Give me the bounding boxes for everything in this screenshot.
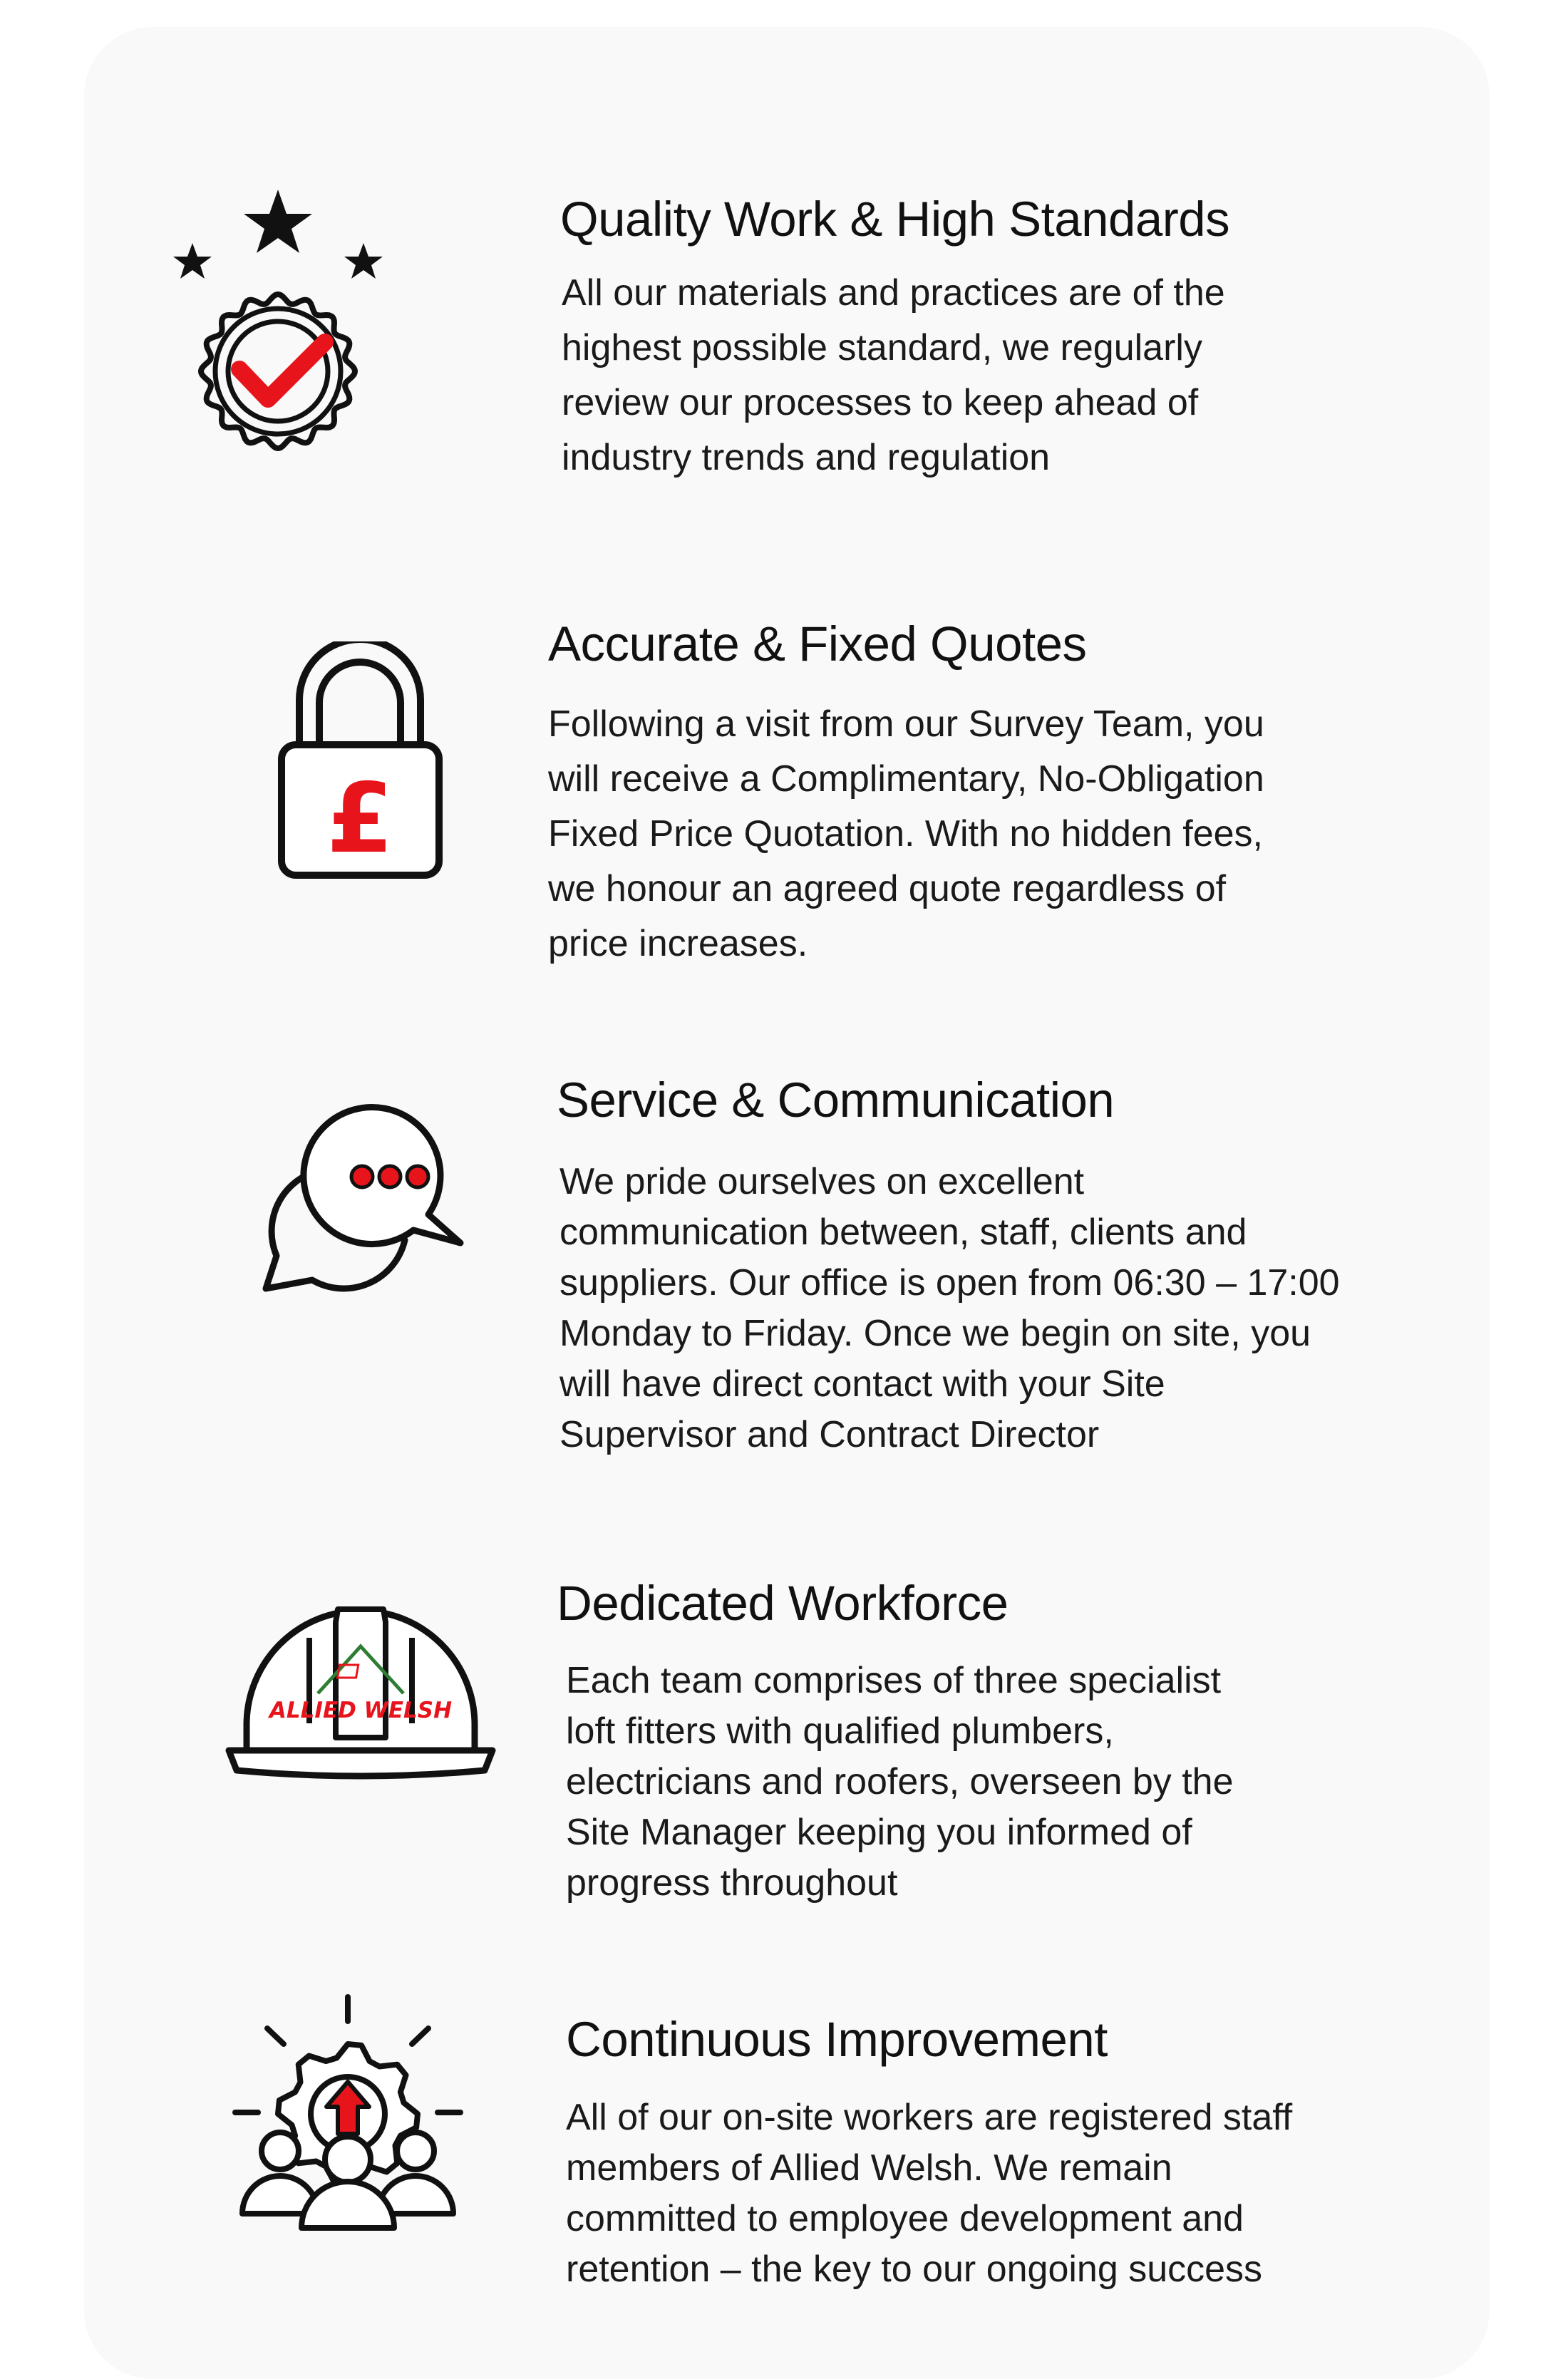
helmet-logo-text: ALLIED WELSH [269, 1698, 453, 1723]
padlock-pound-icon [277, 641, 444, 880]
feature-description [548, 697, 1264, 971]
feature-title: Continuous Improvement [566, 2012, 1108, 2067]
description-line: Fixed Price Quotation. With no hidden fees, [548, 813, 1263, 855]
description-line: price increases. [548, 923, 808, 964]
feature-description [559, 1157, 1340, 1460]
feature-title: Service & Communication [557, 1073, 1115, 1127]
description-line: will have direct contact with your Site [559, 1363, 1165, 1405]
description-line: All our materials and practices are of the [562, 272, 1225, 314]
description-line: committed to employee development and [566, 2198, 1244, 2239]
feature-description [566, 1656, 1234, 1909]
description-line: progress throughout [566, 1862, 898, 1904]
feature-title: Quality Work & High Standards [560, 192, 1230, 247]
description-line: All of our on-site workers are registered staff [566, 2097, 1293, 2138]
description-line: electricians and roofers, overseen by the [566, 1761, 1234, 1802]
description-line: communication between, staff, clients and [559, 1212, 1247, 1253]
feature-description [562, 266, 1225, 485]
description-line: We pride ourselves on excellent [559, 1161, 1085, 1202]
description-line: review our processes to keep ahead of [562, 382, 1199, 423]
feature-description [566, 2092, 1292, 2295]
description-line: loft fitters with qualified plumbers, [566, 1710, 1114, 1752]
description-line: Each team comprises of three specialist [566, 1660, 1222, 1701]
description-line: will receive a Complimentary, No-Obligation [548, 758, 1264, 800]
feature-title: Accurate & Fixed Quotes [548, 616, 1087, 671]
description-line: suppliers. Our office is open from 06:30 – 17:00 [559, 1262, 1340, 1304]
description-line: industry trends and regulation [562, 437, 1051, 478]
feature-title: Dedicated Workforce [557, 1576, 1009, 1631]
description-line: Site Manager keeping you informed of [566, 1812, 1192, 1853]
description-line: we honour an agreed quote regardless of [548, 868, 1227, 909]
description-line: Monday to Friday. Once we begin on site, you [559, 1313, 1311, 1354]
hard-hat-icon [225, 1595, 496, 1795]
description-line: highest possible standard, we regularly [562, 327, 1202, 368]
pound-symbol: £ [326, 763, 393, 874]
features-card [84, 27, 1490, 2379]
description-line: Supervisor and Contract Director [559, 1414, 1100, 1455]
chat-bubbles-icon [255, 1103, 469, 1317]
description-line: retention – the key to our ongoing success [566, 2249, 1263, 2290]
team-gear-improvement-icon [227, 1993, 469, 2235]
badge-check-stars-icon [164, 161, 392, 453]
description-line: Following a visit from our Survey Team, you [548, 703, 1264, 745]
description-line: members of Allied Welsh. We remain [566, 2147, 1172, 2189]
